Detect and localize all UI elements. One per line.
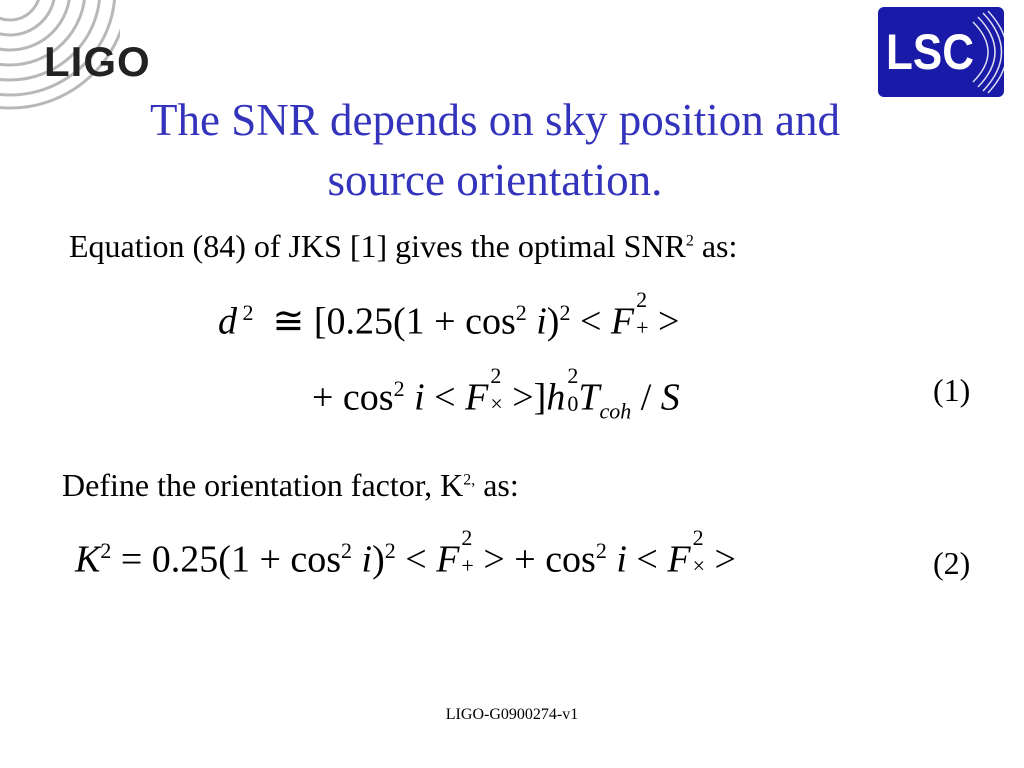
define-text-end: as: — [475, 467, 519, 503]
equation-2: $K^2 = 0.25(1 + \cos^2 i)^2 < F$ 2 + > + $\cos^2 i < F$ 2 × > — [75, 524, 736, 581]
title-line-1: The SNR depends on sky position and — [150, 95, 840, 145]
intro-text-end: as: — [693, 228, 738, 264]
intro-text-sup: 2 — [685, 232, 694, 250]
equation-1-number: (1) — [933, 372, 971, 408]
equation-2-number: (2) — [933, 545, 971, 581]
define-text-main: Define the orientation factor, K — [62, 467, 464, 503]
lsc-logo — [878, 7, 1004, 97]
intro-text-main: Equation (84) of JKS [1] gives the optimal SNR — [69, 228, 686, 264]
footer-doc-id: LIGO-G0900274-v1 — [445, 706, 579, 723]
slide-title — [0, 90, 990, 210]
intro-text — [69, 228, 737, 265]
equation-1-line-2: + $\cos^2 i < F$ 2 × >]h 2 0 $T_{coh}$ / S — [312, 362, 680, 424]
define-text-sup: 2, — [463, 471, 476, 489]
equation-1-line-1: d $^2$ ≅ [$0.25(1 + \cos^2 i)^2 < F$ 2 + > — [218, 286, 680, 343]
lsc-logo-text: LSC — [886, 24, 974, 80]
title-line-2: source orientation. — [327, 155, 663, 205]
define-text — [62, 467, 519, 504]
ligo-logo: LIGO — [44, 38, 151, 85]
